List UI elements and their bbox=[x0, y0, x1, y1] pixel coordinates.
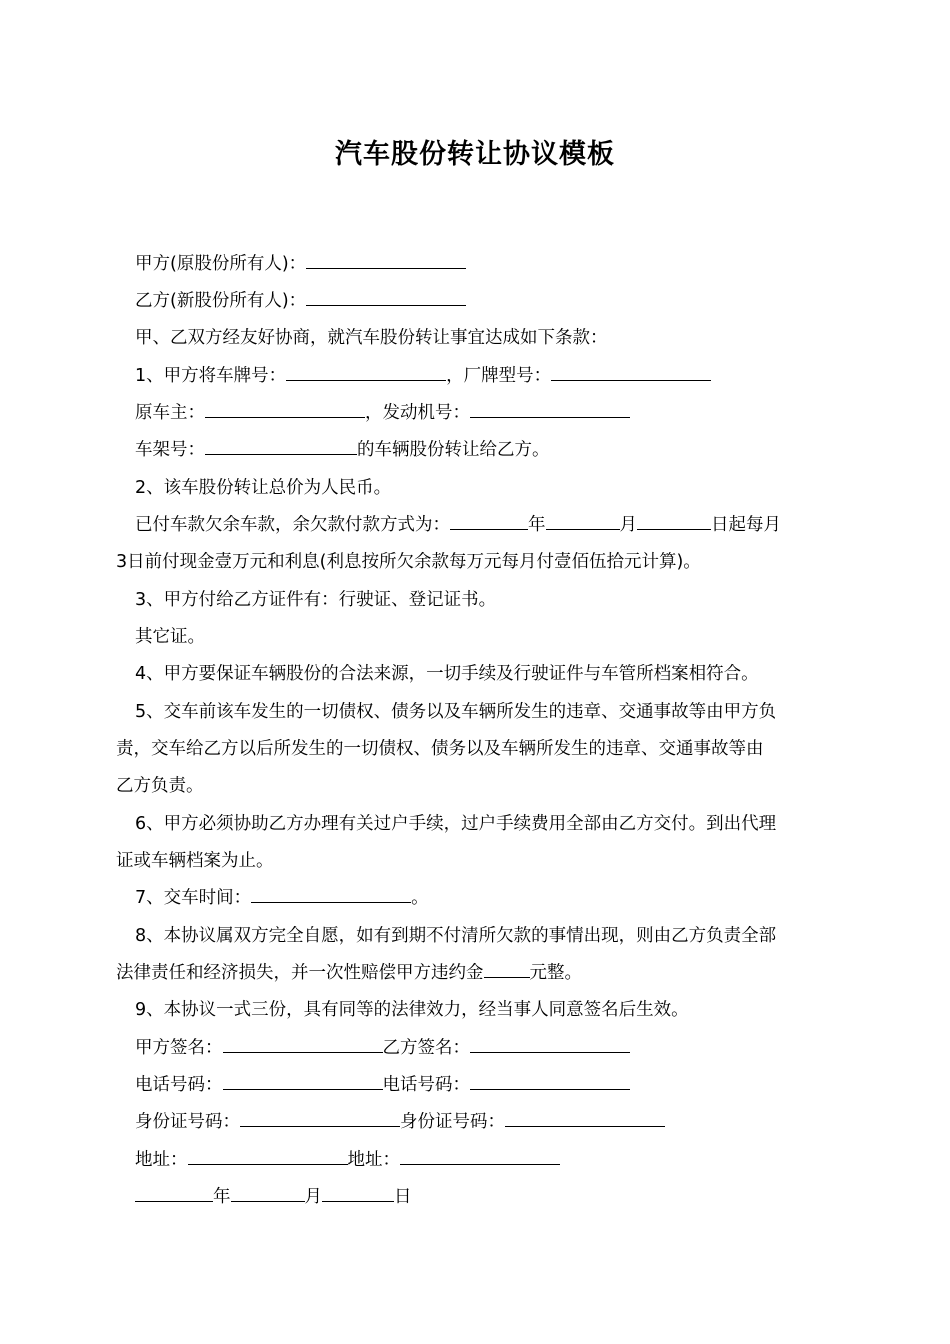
clause6-line1: 6、甲方必须协助乙方办理有关过户手续，过户手续费用全部由乙方交付。到出代理 bbox=[135, 814, 777, 834]
penalty-suffix: 元整。 bbox=[529, 963, 582, 983]
phone-line bbox=[135, 1073, 630, 1097]
addr-b-label: 地址： bbox=[347, 1150, 400, 1170]
clause6-line2: 证或车辆档案为止。 bbox=[116, 851, 274, 871]
clause9-line: 9、本协议一式三份，具有同等的法律效力，经当事人同意签名后生效。 bbox=[135, 1000, 689, 1020]
date-day-label: 日 bbox=[394, 1187, 412, 1207]
payment-label: 已付车款欠余车款，余欠款付款方式为： bbox=[135, 515, 450, 535]
phone-a-label: 电话号码： bbox=[135, 1075, 223, 1095]
engine-label: ，发动机号： bbox=[365, 403, 470, 423]
owner-label: 原车主： bbox=[135, 403, 205, 423]
clause7-line bbox=[135, 886, 429, 910]
payment-month-blank[interactable] bbox=[546, 513, 620, 530]
date-line bbox=[135, 1185, 412, 1209]
sign-a-label: 甲方签名： bbox=[135, 1038, 223, 1058]
addr-a-blank[interactable] bbox=[188, 1148, 348, 1165]
plate-blank[interactable] bbox=[286, 364, 446, 381]
payment-month-label: 月 bbox=[619, 515, 637, 535]
id-line bbox=[135, 1110, 665, 1134]
clause8-line2 bbox=[116, 961, 582, 985]
sign-a-blank[interactable] bbox=[223, 1036, 383, 1053]
model-label: ，厂牌型号： bbox=[446, 366, 552, 386]
id-b-label: 身份证号码： bbox=[400, 1112, 505, 1132]
addr-b-blank[interactable] bbox=[400, 1148, 560, 1165]
clause4-line: 4、甲方要保证车辆股份的合法来源，一切手续及行驶证件与车管所档案相符合。 bbox=[135, 664, 759, 684]
penalty-label: 法律责任和经济损失，并一次性赔偿甲方违约金 bbox=[116, 963, 484, 983]
delivery-time-blank[interactable] bbox=[251, 886, 411, 903]
party-a-line bbox=[135, 252, 466, 276]
id-b-blank[interactable] bbox=[505, 1110, 665, 1127]
phone-a-blank[interactable] bbox=[223, 1073, 383, 1090]
phone-b-blank[interactable] bbox=[470, 1073, 630, 1090]
clause5-line2: 责，交车给乙方以后所发生的一切债权、债务以及车辆所发生的违章、交通事故等由 bbox=[116, 739, 764, 759]
delivery-time-label: 7、交车时间： bbox=[135, 888, 252, 908]
date-month-blank[interactable] bbox=[231, 1185, 305, 1202]
payment-year-label: 年 bbox=[528, 515, 546, 535]
date-day-blank[interactable] bbox=[322, 1185, 394, 1202]
clause2-line1: 2、该车股份转让总价为人民币。 bbox=[135, 478, 392, 498]
date-year-label: 年 bbox=[213, 1187, 231, 1207]
party-a-blank[interactable] bbox=[306, 252, 466, 269]
date-year-blank[interactable] bbox=[135, 1185, 213, 1202]
clause2-line3: 3日前付现金壹万元和利息(利息按所欠余款每万元每月付壹佰伍拾元计算)。 bbox=[116, 552, 701, 572]
party-b-blank[interactable] bbox=[306, 289, 466, 306]
party-b-line bbox=[135, 289, 466, 313]
clause1-line2 bbox=[135, 401, 630, 425]
frame-label: 车架号： bbox=[135, 440, 205, 460]
party-a-label: 甲方(原股份所有人)： bbox=[135, 254, 307, 274]
party-b-label: 乙方(新股份所有人)： bbox=[135, 291, 307, 311]
signature-line bbox=[135, 1036, 630, 1060]
clause5-line1: 5、交车前该车发生的一切债权、债务以及车辆所发生的违章、交通事故等由甲方负 bbox=[135, 702, 777, 722]
address-line bbox=[135, 1148, 560, 1172]
model-blank[interactable] bbox=[551, 364, 711, 381]
engine-blank[interactable] bbox=[470, 401, 630, 418]
frame-blank[interactable] bbox=[205, 438, 357, 455]
sign-b-blank[interactable] bbox=[470, 1036, 630, 1053]
clause5-line3: 乙方负责。 bbox=[116, 776, 204, 796]
payment-day-blank[interactable] bbox=[637, 513, 711, 530]
sign-b-label: 乙方签名： bbox=[382, 1038, 470, 1058]
payment-year-blank[interactable] bbox=[450, 513, 528, 530]
clause3-line2: 其它证。 bbox=[135, 627, 205, 647]
owner-blank[interactable] bbox=[205, 401, 365, 418]
penalty-blank[interactable] bbox=[484, 961, 530, 978]
plate-label: 1、甲方将车牌号： bbox=[135, 366, 287, 386]
clause3-line1: 3、甲方付给乙方证件有：行驶证、登记证书。 bbox=[135, 590, 497, 610]
delivery-time-suffix: 。 bbox=[411, 888, 429, 908]
clause1-line1 bbox=[135, 364, 711, 388]
id-a-blank[interactable] bbox=[240, 1110, 400, 1127]
frame-suffix: 的车辆股份转让给乙方。 bbox=[357, 440, 550, 460]
phone-b-label: 电话号码： bbox=[382, 1075, 470, 1095]
payment-day-label: 日起每月 bbox=[711, 515, 781, 535]
intro-line: 甲、乙双方经友好协商，就汽车股份转让事宜达成如下条款： bbox=[135, 328, 608, 348]
addr-a-label: 地址： bbox=[135, 1150, 188, 1170]
clause2-line2 bbox=[135, 513, 781, 537]
clause1-line3 bbox=[135, 438, 550, 462]
clause8-line1: 8、本协议属双方完全自愿，如有到期不付清所欠款的事情出现，则由乙方负责全部 bbox=[135, 926, 777, 946]
date-month-label: 月 bbox=[304, 1187, 322, 1207]
document-title: 汽车股份转让协议模板 bbox=[335, 139, 615, 170]
id-a-label: 身份证号码： bbox=[135, 1112, 240, 1132]
